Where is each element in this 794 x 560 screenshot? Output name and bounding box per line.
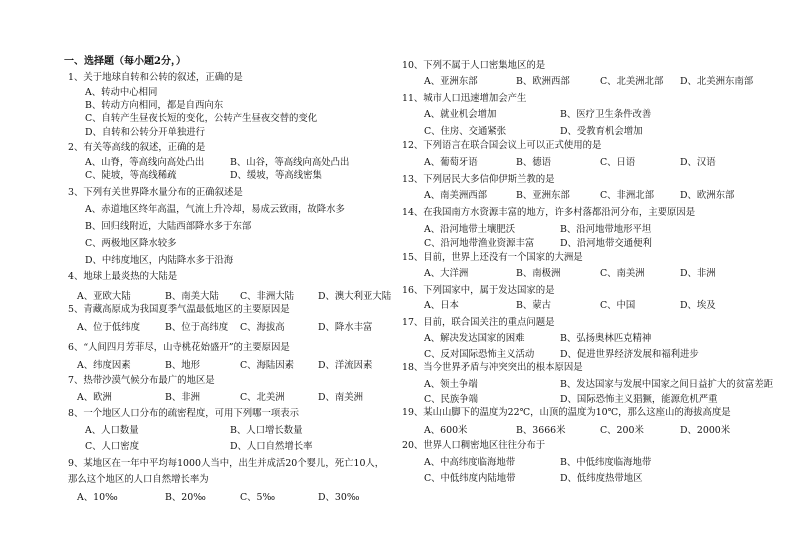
question-6-option: C、海陆因素 xyxy=(240,360,295,371)
question-10-option: B、欧洲西部 xyxy=(516,76,570,87)
question-20-option: C、中低纬度内陆地带 xyxy=(424,473,516,484)
question-13-option: A、南美洲西部 xyxy=(424,190,488,201)
question-15-stem: 15、目前，世界上还没有一个国家的大洲是 xyxy=(402,252,583,263)
question-16-option: D、埃及 xyxy=(680,300,716,311)
question-11-stem: 11、城市人口迅速增加会产生 xyxy=(402,93,527,104)
question-3-option: A、赤道地区终年高温，气流上升冷却，易成云致雨，故降水多 xyxy=(85,204,345,215)
question-9-option: D、30‰ xyxy=(318,492,360,503)
question-14-stem: 14、在我国南方水资源丰富的地方，许多村落都沿河分布，主要原因是 xyxy=(402,207,696,218)
question-12-option: A、葡萄牙语 xyxy=(424,157,478,168)
question-2-option: D、缓坡，等高线密集 xyxy=(230,170,322,181)
question-19-option: D、2000米 xyxy=(680,425,731,436)
question-5-option: B、位于高纬度 xyxy=(165,322,229,333)
question-11-option: C、住房、交通紧张 xyxy=(424,126,507,137)
question-2-option: B、山谷，等高线向高处凸出 xyxy=(230,157,350,168)
question-13-stem: 13、下列居民大多信仰伊斯兰教的是 xyxy=(402,174,555,185)
question-20-option: B、中低纬度临海地带 xyxy=(560,457,652,468)
question-4-option: B、南美大陆 xyxy=(165,291,219,302)
question-1-option: C、自转产生昼夜长短的变化，公转产生昼夜交替的变化 xyxy=(85,113,318,124)
question-1-option: D、自转和公转分开单独进行 xyxy=(85,127,206,138)
question-7-option: A、欧洲 xyxy=(77,392,112,403)
question-8-option: B、人口增长数量 xyxy=(230,425,303,436)
question-10-option: A、亚洲东部 xyxy=(424,76,478,87)
question-11-option: A、就业机会增加 xyxy=(424,109,497,120)
question-9-stem: 9、某地区在一年中平均每1000人当中，出生并成活20个婴儿，死亡10人， xyxy=(68,458,385,469)
question-14-option: B、沿河地带地形平坦 xyxy=(560,224,652,235)
question-18-option: B、发达国家与发展中国家之间日益扩大的贫富差距 xyxy=(560,379,774,390)
question-18-option: A、领土争端 xyxy=(424,379,478,390)
question-3-option: B、回归线附近，大陆西部降水多于东部 xyxy=(85,221,252,232)
question-19-stem: 19、某山山脚下的温度为22℃，山顶的温度为10℃，那么这座山的海拔高度是 xyxy=(402,407,731,418)
question-5-option: A、位于低纬度 xyxy=(77,322,141,333)
question-11-option: B、医疗卫生条件改善 xyxy=(560,109,652,120)
question-3-option: D、中纬度地区，内陆降水多于沿海 xyxy=(85,255,234,266)
question-17-option: C、反对国际恐怖主义活动 xyxy=(424,349,535,360)
question-15-option: D、非洲 xyxy=(680,268,716,279)
question-12-option: D、汉语 xyxy=(680,157,716,168)
question-19-option: B、3666米 xyxy=(516,425,566,436)
question-20-option: D、低纬度热带地区 xyxy=(560,473,643,484)
question-16-option: B、蒙古 xyxy=(516,300,552,311)
question-7-option: C、北美洲 xyxy=(240,392,285,403)
question-16-option: A、日本 xyxy=(424,300,459,311)
question-6-option: B、地形 xyxy=(165,360,201,371)
question-17-option: B、弘扬奥林匹克精神 xyxy=(560,333,652,344)
question-14-option: C、沿河地带渔业资源丰富 xyxy=(424,238,535,249)
question-15-option: B、南极洲 xyxy=(516,268,561,279)
question-9-option: A、10‰ xyxy=(77,492,118,503)
question-10-option: D、北美洲东南部 xyxy=(680,76,754,87)
question-20-stem: 20、世界人口稠密地区往往分布于 xyxy=(402,440,546,451)
question-3-stem: 3、下列有关世界降水量分布的正确叙述是 xyxy=(68,187,243,198)
question-13-option: D、欧洲东部 xyxy=(680,190,735,201)
question-13-option: B、亚洲东部 xyxy=(516,190,570,201)
question-8-option: D、人口自然增长率 xyxy=(230,441,313,452)
question-13-option: C、非洲北部 xyxy=(600,190,655,201)
question-10-option: C、北美洲北部 xyxy=(600,76,664,87)
question-10-stem: 10、下列不属于人口密集地区的是 xyxy=(402,60,546,71)
question-1-option: B、转动方向相同，都是自西向东 xyxy=(85,100,224,111)
question-7-option: D、南美洲 xyxy=(318,392,364,403)
question-1-option: A、转动中心相同 xyxy=(85,87,158,98)
question-2-option: C、陡坡，等高线稀疏 xyxy=(85,170,177,181)
question-8-option: C、人口密度 xyxy=(85,441,140,452)
question-5-stem: 5、青藏高原成为我国夏季气温最低地区的主要原因是 xyxy=(68,304,290,315)
question-9-option: C、5‰ xyxy=(240,492,276,503)
question-9-option: B、20‰ xyxy=(165,492,206,503)
question-17-option: D、促进世界经济发展和福利进步 xyxy=(560,349,699,360)
question-18-option: D、国际恐怖主义猖獗，能源危机严重 xyxy=(560,394,718,405)
question-8-option: A、人口数量 xyxy=(85,425,139,436)
question-7-stem: 7、热带沙漠气候分布最广的地区是 xyxy=(68,375,215,386)
question-4-option: A、亚欧大陆 xyxy=(77,291,131,302)
question-18-stem: 18、当今世界矛盾与冲突突出的根本原因是 xyxy=(402,362,583,373)
question-18-option: C、民族争端 xyxy=(424,394,479,405)
question-4-option: D、澳大利亚大陆 xyxy=(318,291,392,302)
question-3-option: C、两极地区降水较多 xyxy=(85,238,177,249)
question-19-option: A、600米 xyxy=(424,425,468,436)
question-6-option: D、洋流因素 xyxy=(318,360,373,371)
question-6-option: A、纬度因素 xyxy=(77,360,131,371)
question-9-stem-cont: 那么这个地区的人口自然增长率为 xyxy=(68,474,209,485)
question-19-option: C、200米 xyxy=(600,425,644,436)
question-15-option: C、南美洲 xyxy=(600,268,645,279)
question-11-option: D、受教育机会增加 xyxy=(560,126,643,137)
question-4-option: C、非洲大陆 xyxy=(240,291,295,302)
question-15-option: A、大洋洲 xyxy=(424,268,469,279)
question-1-stem: 1、关于地球自转和公转的叙述，正确的是 xyxy=(68,72,243,83)
question-14-option: D、沿河地带交通便利 xyxy=(560,238,652,249)
question-12-option: B、德语 xyxy=(516,157,552,168)
question-14-option: A、沿河地带土壤肥沃 xyxy=(424,224,516,235)
question-5-option: D、降水丰富 xyxy=(318,322,373,333)
question-12-option: C、日语 xyxy=(600,157,636,168)
question-5-option: C、海拔高 xyxy=(240,322,285,333)
question-17-option: A、解决发达国家的困难 xyxy=(424,333,525,344)
question-4-stem: 4、地球上最炎热的大陆是 xyxy=(68,271,178,282)
question-17-stem: 17、目前，联合国关注的重点问题是 xyxy=(402,317,555,328)
question-16-option: C、中国 xyxy=(600,300,636,311)
question-2-stem: 2、有关等高线的叙述，正确的是 xyxy=(68,142,206,153)
question-12-stem: 12、下列语言在联合国会议上可以正式使用的是 xyxy=(402,140,602,151)
question-7-option: B、非洲 xyxy=(165,392,201,403)
question-8-stem: 8、一个地区人口分布的疏密程度，可用下列哪一项表示 xyxy=(68,408,299,419)
question-16-stem: 16、下列国家中，属于发达国家的是 xyxy=(402,285,555,296)
section-title: 一、选择题（每小题2分，） xyxy=(64,56,186,67)
question-20-option: A、中高纬度临海地带 xyxy=(424,457,516,468)
question-6-stem: 6、“人间四月芳菲尽，山寺桃花始盛开”的主要原因是 xyxy=(68,342,290,353)
question-2-option: A、山脊，等高线向高处凸出 xyxy=(85,157,205,168)
